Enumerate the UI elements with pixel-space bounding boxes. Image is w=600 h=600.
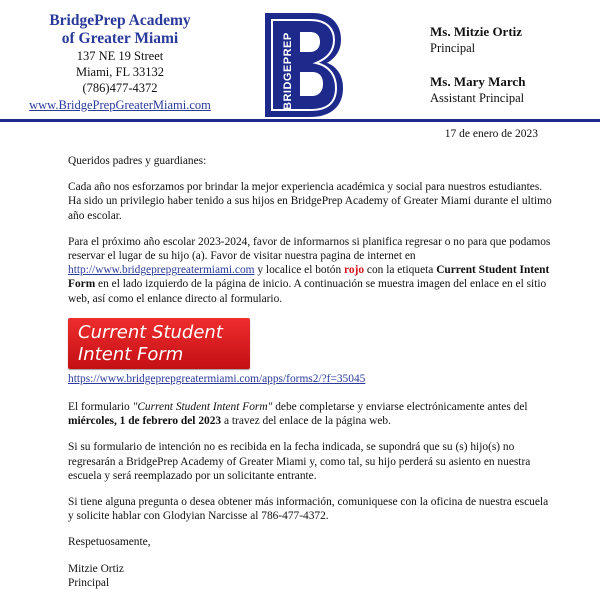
form-label-bold: Current Student Intent Form bbox=[68, 264, 550, 291]
paragraph-3-text-b: debe completarse y enviarse electrónicamente antes del bbox=[272, 401, 528, 414]
school-phone: (786)477-4372 bbox=[82, 81, 158, 95]
principal-name: Ms. Mitzie Ortiz bbox=[430, 24, 523, 39]
school-name-line2: of Greater Miami bbox=[61, 30, 179, 47]
school-website-link[interactable]: www.BridgePrepGreaterMiami.com bbox=[29, 98, 211, 112]
red-word: rojo bbox=[344, 264, 365, 277]
greeting: Queridos padres y guardianes: bbox=[68, 155, 207, 167]
form-name-italic: "Current Student Intent Form" bbox=[132, 401, 273, 414]
logo-text: BRIDGEPREP bbox=[282, 32, 294, 110]
school-info bbox=[0, 12, 240, 114]
closing: Respetuosamente, bbox=[68, 536, 151, 549]
form-url-link[interactable]: https://www.bridgeprepgreatermiami.com/apps/forms2/?f=35045 bbox=[68, 372, 366, 385]
staff-block bbox=[430, 24, 595, 106]
signer-title: Principal bbox=[68, 576, 110, 589]
paragraph-3 bbox=[68, 400, 556, 428]
assistant-principal-name: Ms. Mary March bbox=[430, 74, 526, 89]
paragraph-3-text-a: El formulario bbox=[68, 401, 133, 414]
paragraph-2 bbox=[68, 235, 556, 306]
current-student-intent-form-button[interactable] bbox=[68, 318, 250, 369]
letter-date: 17 de enero de 2023 bbox=[444, 128, 538, 140]
assistant-principal-title: Assistant Principal bbox=[430, 91, 525, 105]
button-line-1: Current Student bbox=[78, 321, 223, 343]
principal-title: Principal bbox=[430, 41, 476, 55]
paragraph-5: Si tiene alguna pregunta o desea obtener más información, comuniquese con la oficina de nuestra escuela y solicite hablar con Glodyian Narcisse al 786-477-4372. bbox=[68, 496, 549, 523]
intent-form-block bbox=[68, 318, 556, 386]
paragraph-2-text-d: en el lado izquierdo de la página de inicio. A continuación se muestra imagen del enlace en el sitio web, así como el enlance directo al formulario. bbox=[68, 278, 547, 305]
paragraph-2-text-c: con la etiqueta bbox=[364, 264, 437, 277]
bridgeprep-logo bbox=[260, 10, 346, 120]
letter-body bbox=[68, 154, 556, 590]
paragraph-3-text-c: a travez del enlace de la página web. bbox=[221, 415, 391, 428]
paragraph-2-text-a: Para el próximo año escolar 2023-2024, favor de informarnos si planifica regresar o no para que podamos reservar el lugar de su hijo (a). Favor de visitar nuestra pagina de internet en bbox=[68, 235, 551, 263]
school-street: 137 NE 19 Street bbox=[76, 49, 164, 63]
paragraph-4: Si su formulario de intención no es recibida en la fecha indicada, se supondrá que su (s) hijo(s) no regresarán a BridgePrep Academy of Greater Miami y, como tal, su hijo perderá su asiento en nuestra escuela y será reemplazado por un solicitante entrante. bbox=[68, 441, 531, 482]
deadline-bold: miércoles, 1 de febrero del 2023 bbox=[68, 415, 222, 428]
paragraph-2-text-b: y localice el botón bbox=[254, 264, 345, 277]
paragraph-1: Cada año nos esforzamos por brindar la mejor experiencia académica y social para nuestros estudiantes. Ha sido un privilegio haber tenido a sus hijos en BridgePrep Academy of Greater Miami durante el ultimo año escolar. bbox=[68, 181, 552, 222]
website-link[interactable]: http://www.bridgeprepgreatermiami.com bbox=[68, 264, 255, 277]
button-line-2: Intent Form bbox=[78, 343, 184, 365]
school-name-line1: BridgePrep Academy bbox=[49, 12, 191, 29]
signer-name: Mitzie Ortiz bbox=[68, 562, 124, 575]
header-divider bbox=[0, 119, 600, 122]
school-city: Miami, FL 33132 bbox=[75, 65, 165, 79]
